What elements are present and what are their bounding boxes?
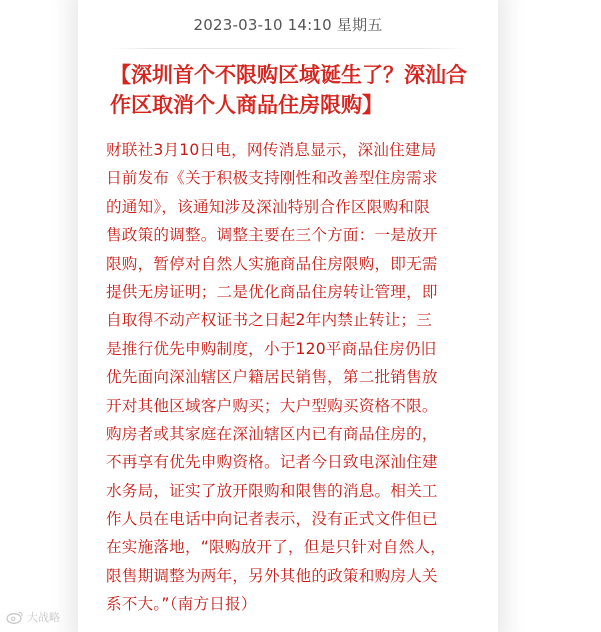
- weibo-logo-icon: [6, 610, 24, 624]
- news-body: [106, 136, 472, 619]
- news-body-line: 优先面向深汕辖区户籍居民销售，第二批销售放: [106, 368, 438, 387]
- news-body-line: 提供无房证明；二是优化商品住房转让管理，即: [106, 282, 438, 301]
- news-card: [78, 0, 498, 632]
- news-headline: 【深圳首个不限购区域诞生了？深汕合作区取消个人商品住房限购】: [110, 63, 467, 117]
- news-body-line: 作人员在电话中向记者表示，没有正式文件但已: [106, 510, 438, 529]
- news-body-line: 财联社3月10日电，网传消息显示，深汕住建局: [106, 141, 437, 159]
- news-body-line: 限售期调整为两年，另外其他的政策和购房人关: [106, 566, 438, 585]
- watermark-text: 大战略: [27, 611, 60, 624]
- news-body-line: 开对其他区域客户购买；大户型购买资格不限。: [106, 396, 438, 415]
- news-body-line: 限购，暂停对自然人实施商品住房限购，即无需: [106, 254, 438, 273]
- watermark: [6, 608, 60, 626]
- news-body-line: 是推行优先申购制度，小于120平商品住房仍旧: [106, 339, 437, 358]
- header-divider: [110, 48, 466, 49]
- news-body-line: 日前发布《关于积极支持刚性和改善型住房需求: [106, 169, 438, 188]
- news-datetime: 2023-03-10 14:10 星期五: [193, 16, 383, 34]
- news-body-line: 购房者或其家庭在深汕辖区内已有商品住房的，: [106, 424, 438, 443]
- news-body-line: 不再享有优先申购资格。记者今日致电深汕住建: [106, 453, 438, 472]
- news-body-line: 售政策的调整。调整主要在三个方面：一是放开: [106, 226, 438, 245]
- news-body-line: 在实施落地，“限购放开了，但是只针对自然人，: [106, 538, 446, 557]
- news-body-line: 系不大。”（南方日报）: [106, 595, 257, 614]
- news-body-line: 水务局，证实了放开限购和限售的消息。相关工: [106, 481, 438, 500]
- news-body-line: 自取得不动产权证书之日起2年内禁止转让；三: [106, 311, 432, 330]
- news-body-line: 的通知》，该通知涉及深汕特别合作区限购和限: [106, 197, 430, 216]
